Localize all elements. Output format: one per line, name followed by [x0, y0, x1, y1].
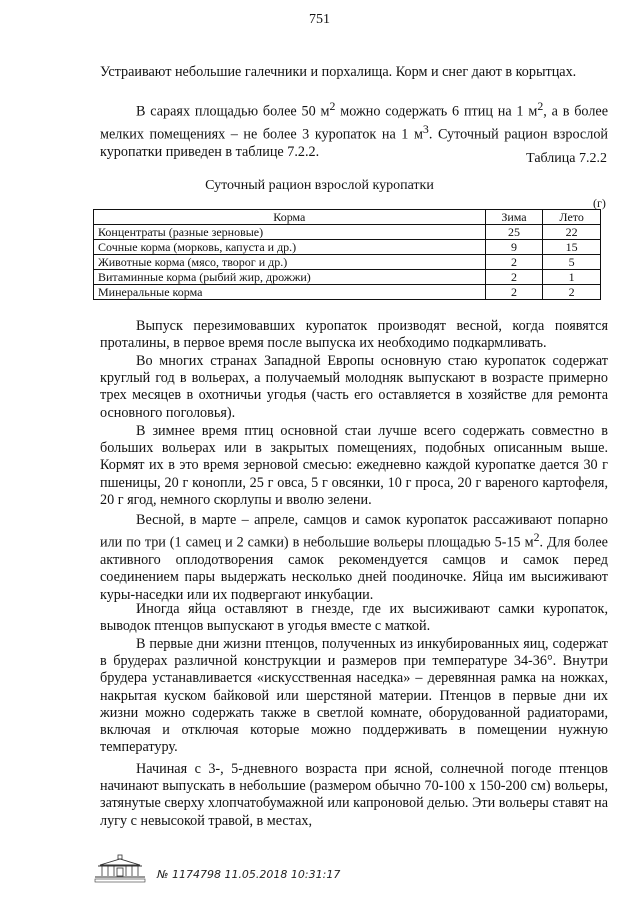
- nest-paragraph: Иногда яйца оставляют в гнезде, где их высиживают самки куропаток, выводок птенцов выпускают в угодья вместе с маткой.: [100, 601, 608, 635]
- spring-sup: 2: [533, 530, 540, 545]
- housing-text-2: можно содержать 6 птиц на 1 м: [335, 103, 538, 120]
- page-number: 751: [309, 12, 330, 27]
- housing-text-4: . Суточный рацион взрослой куропатки приведен в таблице 7.2.2.: [100, 126, 608, 160]
- feed-cell: Минеральные корма: [94, 285, 486, 300]
- winter-cell: 25: [485, 225, 543, 240]
- table-row: [94, 255, 601, 270]
- release-paragraph: Выпуск перезимовавших куропаток производят весной, когда появятся проталины, в первое время после выпуска их необходимо подкармливать.: [100, 318, 608, 352]
- table-label: Таблица 7.2.2: [526, 151, 607, 166]
- stamp-text: 1174798 11.05.2018 10:31:17: [171, 868, 341, 881]
- spring-text-1: Весной, в марте – апреле, самцов и самок куропаток рассаживают попарно или по три (1 самец и 2 самки) в небольшие вольеры площадью 5-15 м: [100, 512, 608, 551]
- europe-paragraph: Во многих странах Западной Европы основную стаю куропаток содержат круглый год в вольерах, а получаемый молодняк выпускают в возрасте примерно трех месяцев в охотничьи угодья (часть его оставляется в хозяйстве для ремонта основного поголовья).: [100, 353, 608, 421]
- spring-paragraph: [100, 512, 608, 604]
- table-row: [94, 285, 601, 300]
- header-feed: Корма: [94, 210, 486, 225]
- housing-sup-3: 3: [422, 121, 429, 136]
- ration-table: [93, 209, 601, 300]
- winter-cell: 2: [485, 255, 543, 270]
- number-mark: №: [157, 868, 169, 881]
- intro-paragraph: Устраивают небольшие галечники и порхалища. Корм и снег дают в корытцах.: [100, 64, 577, 80]
- table-row: [94, 225, 601, 240]
- document-stamp: [157, 868, 340, 881]
- housing-text-1: В сараях площадью более 50 м: [136, 103, 330, 120]
- table-row: [94, 270, 601, 285]
- table-row: [94, 240, 601, 255]
- winter-cell: 2: [485, 285, 543, 300]
- header-winter: Зима: [485, 210, 543, 225]
- feed-cell: Животные корма (мясо, творог и др.): [94, 255, 486, 270]
- housing-sup-1: 2: [329, 99, 336, 113]
- housing-sup-2: 2: [537, 99, 544, 113]
- feed-cell: Концентраты (разные зерновые): [94, 225, 486, 240]
- summer-cell: 5: [543, 255, 601, 270]
- winter-paragraph: В зимнее время птиц основной стаи лучше всего содержать совместно в больших вольерах или в закрытых помещениях, подобных описанным выше. Кормят их в это время зерновой смесью: ежедневно каждой куропатке дается 30 г пшеницы, 20 г конопли, 25 г овса, 5 г овсянки, 10 г проса, 20 г вареного картофеля, 20 г ягод, немного скорлупы и вволю зелени.: [100, 423, 608, 508]
- feed-cell: Сочные корма (морковь, капуста и др.): [94, 240, 486, 255]
- summer-cell: 15: [543, 240, 601, 255]
- housing-text-3: , а в более мелких помещениях – не более 3 куропаток на 1 м: [100, 103, 609, 143]
- first-days-paragraph: В первые дни жизни птенцов, полученных из инкубированных яиц, содержат в брудерах различной конструкции и размеров при температуре 34-36°. Внутри брудера устанавливается «искусственная наседка» – деревянная рамка на ножках, накрытая куском байковой или шерстяной материи. Птенцов в первые дни их жизни можно содержать также в светлой комнате, оборудованной радиаторами, включая и отключая которые можно поддерживать в помещении нужную температуру.: [100, 636, 608, 756]
- table-header-row: [94, 210, 601, 225]
- feed-cell: Витаминные корма (рыбий жир, дрожжи): [94, 270, 486, 285]
- summer-cell: 22: [543, 225, 601, 240]
- winter-cell: 9: [485, 240, 543, 255]
- spring-text-2: . Для более активного оплодотворения самок рекомендуется самцов и самок перед соединением пары выдержать несколько дней поодиночке. Яйца им высиживают куры-наседки или их подвергают инкубации.: [100, 534, 608, 603]
- aviaries-paragraph: Начиная с 3-, 5-дневного возраста при ясной, солнечной погоде птенцов начинают выпускать в небольшие (размером обычно 70-100 х 150-200 см) вольеры, затянутые сверху хлопчатобумажной или капроновой делью. Эти вольеры ставят на лугу с невысокой травой, в местах,: [100, 761, 608, 829]
- winter-cell: 2: [485, 270, 543, 285]
- header-summer: Лето: [543, 210, 601, 225]
- summer-cell: 1: [543, 270, 601, 285]
- building-facade-icon: [90, 854, 150, 884]
- table-unit-note: (г): [593, 196, 606, 210]
- summer-cell: 2: [543, 285, 601, 300]
- table-caption: Суточный рацион взрослой куропатки: [205, 178, 434, 193]
